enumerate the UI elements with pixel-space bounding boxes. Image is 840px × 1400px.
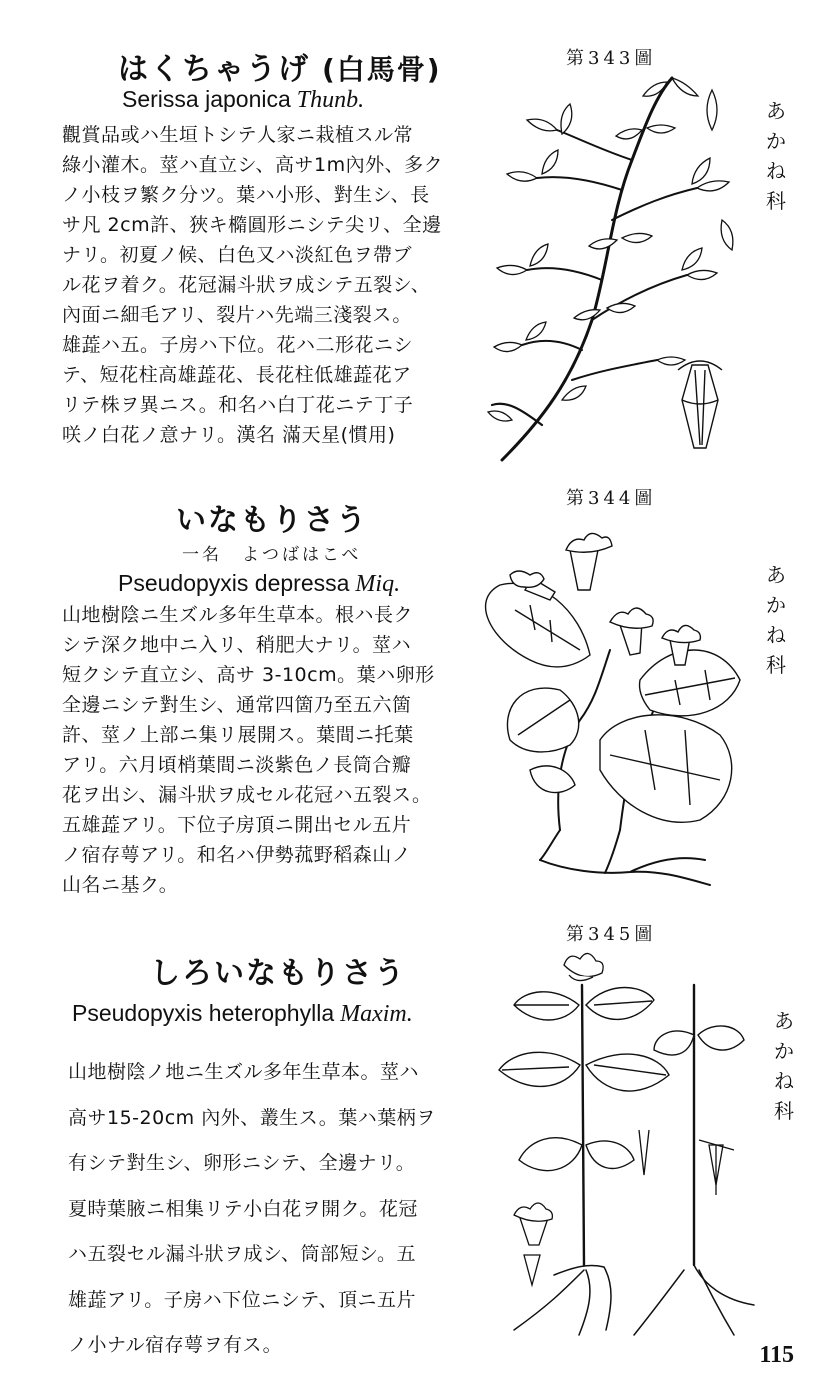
family-char: 科 (766, 189, 786, 213)
latin-genus-species: Serissa japonica (122, 86, 291, 112)
description-line: 內面ニ細毛アリ、裂片ハ先端三淺裂ス。 (62, 304, 412, 326)
family-char: ね (766, 623, 786, 647)
family-char: あ (774, 1009, 794, 1033)
latin-name (118, 570, 400, 598)
description-line: ル花ヲ着ク。花冠漏斗狀ヲ成シテ五裂シ、 (62, 274, 431, 296)
description-line: 觀賞品或ハ生垣トシテ人家ニ栽植スル常 (62, 124, 414, 146)
family-char: か (766, 129, 786, 153)
description-line: 咲ノ白花ノ意ナリ。漢名 滿天星(慣用) (62, 424, 396, 446)
entry-title (150, 948, 406, 992)
title-kana: はくちゃうげ (118, 52, 310, 87)
family-char: か (766, 593, 786, 617)
pseudopyxis-depressa-illustration (470, 530, 760, 900)
title-kana: しろいなもりさう (150, 956, 406, 991)
description (62, 600, 472, 900)
page-number: 115 (759, 1342, 794, 1368)
figure-label: 第344圖 (566, 488, 657, 509)
title-kanji: (白馬骨) (322, 53, 442, 86)
description-line: 花ヲ出シ、漏斗狀ヲ成セル花冠ハ五裂ス。 (62, 784, 432, 806)
description-line: 許、莖ノ上部ニ集リ展開ス。葉間ニ托葉 (62, 724, 414, 746)
entry-title (176, 495, 368, 539)
family-char: 科 (774, 1099, 794, 1123)
family-char: 科 (766, 653, 786, 677)
description-line: テ、短花柱高雄蕋花、長花柱低雄蕋花ア (62, 364, 412, 386)
description-line: 綠小灌木。莖ハ直立シ、高サ1m內外、多ク (62, 154, 444, 176)
description-line: 五雄蕋アリ。下位子房頂ニ開出セル五片 (62, 814, 412, 836)
description-line: 夏時葉腋ニ相集リテ小白花ヲ開ク。花冠 (68, 1197, 418, 1220)
description-line: ノ小ナル宿存萼ヲ有ス。 (68, 1334, 283, 1356)
figure-label: 第345圖 (566, 924, 657, 945)
description-line: アリ。六月頃梢葉間ニ淡紫色ノ長筒合瓣 (62, 754, 412, 776)
description (68, 1050, 478, 1369)
description-line: 山地樹陰ノ地ニ生ズル多年生草本。莖ハ (68, 1061, 420, 1083)
serissa-illustration (482, 70, 762, 465)
family-char: ね (774, 1069, 794, 1093)
description-line: 全邊ニシテ對生シ、通常四箇乃至五六箇 (62, 694, 412, 716)
description-line: サ凡 2cm許、狹キ橢圓形ニシテ尖リ、全邊 (62, 214, 442, 236)
latin-name (122, 86, 364, 114)
family-label (762, 560, 790, 680)
description-line: 雄蕋アリ。子房ハ下位ニシテ、頂ニ五片 (68, 1288, 416, 1311)
latin-author: Miq. (355, 571, 401, 597)
description-line: シテ深ク地中ニ入リ、稍肥大ナリ。莖ハ (62, 634, 412, 656)
latin-name (72, 1000, 413, 1028)
description-line: 有シテ對生シ、卵形ニシテ、全邊ナリ。 (68, 1152, 416, 1174)
figure-label: 第343圖 (566, 48, 657, 69)
description-line: 山名ニ基ク。 (62, 874, 179, 896)
description (62, 120, 472, 450)
description-line: ナリ。初夏ノ候、白色又ハ淡紅色ヲ帶ブ (62, 244, 413, 266)
description-line: 高サ15-20cm 內外、叢生ス。葉ハ葉柄ヲ (68, 1106, 436, 1129)
family-label (762, 96, 790, 216)
description-line: ノ小枝ヲ繁ク分ツ。葉ハ小形、對生シ、長 (62, 184, 430, 206)
latin-author: Thunb. (296, 87, 365, 113)
family-char: ね (766, 159, 786, 183)
alias-name: 一名 よつばはこべ (182, 545, 362, 565)
description-line: 短クシテ直立シ、高サ 3-10cm。葉ハ卵形 (62, 664, 435, 686)
latin-genus-species: Pseudopyxis heterophylla (72, 1000, 335, 1026)
latin-author: Maxim. (340, 1001, 413, 1027)
description-line: 山地樹陰ニ生ズル多年生草本。根ハ長ク (62, 604, 414, 626)
latin-genus-species: Pseudopyxis depressa (118, 570, 350, 596)
entry-title (118, 44, 442, 88)
family-char: あ (766, 563, 786, 587)
pseudopyxis-heterophylla-illustration (494, 945, 764, 1340)
description-line: ハ五裂セル漏斗狀ヲ成シ、筒部短シ。五 (68, 1243, 416, 1265)
family-char: あ (766, 99, 786, 123)
description-line: リテ株ヲ異ニス。和名ハ白丁花ニテ丁子 (62, 394, 414, 416)
description-line: 雄蕋ハ五。子房ハ下位。花ハ二形花ニシ (62, 334, 414, 356)
description-line: ノ宿存萼アリ。和名ハ伊勢菰野稻森山ノ (62, 844, 412, 866)
title-kana: いなもりさう (176, 503, 368, 538)
family-label (770, 1006, 798, 1126)
family-char: か (774, 1039, 794, 1063)
